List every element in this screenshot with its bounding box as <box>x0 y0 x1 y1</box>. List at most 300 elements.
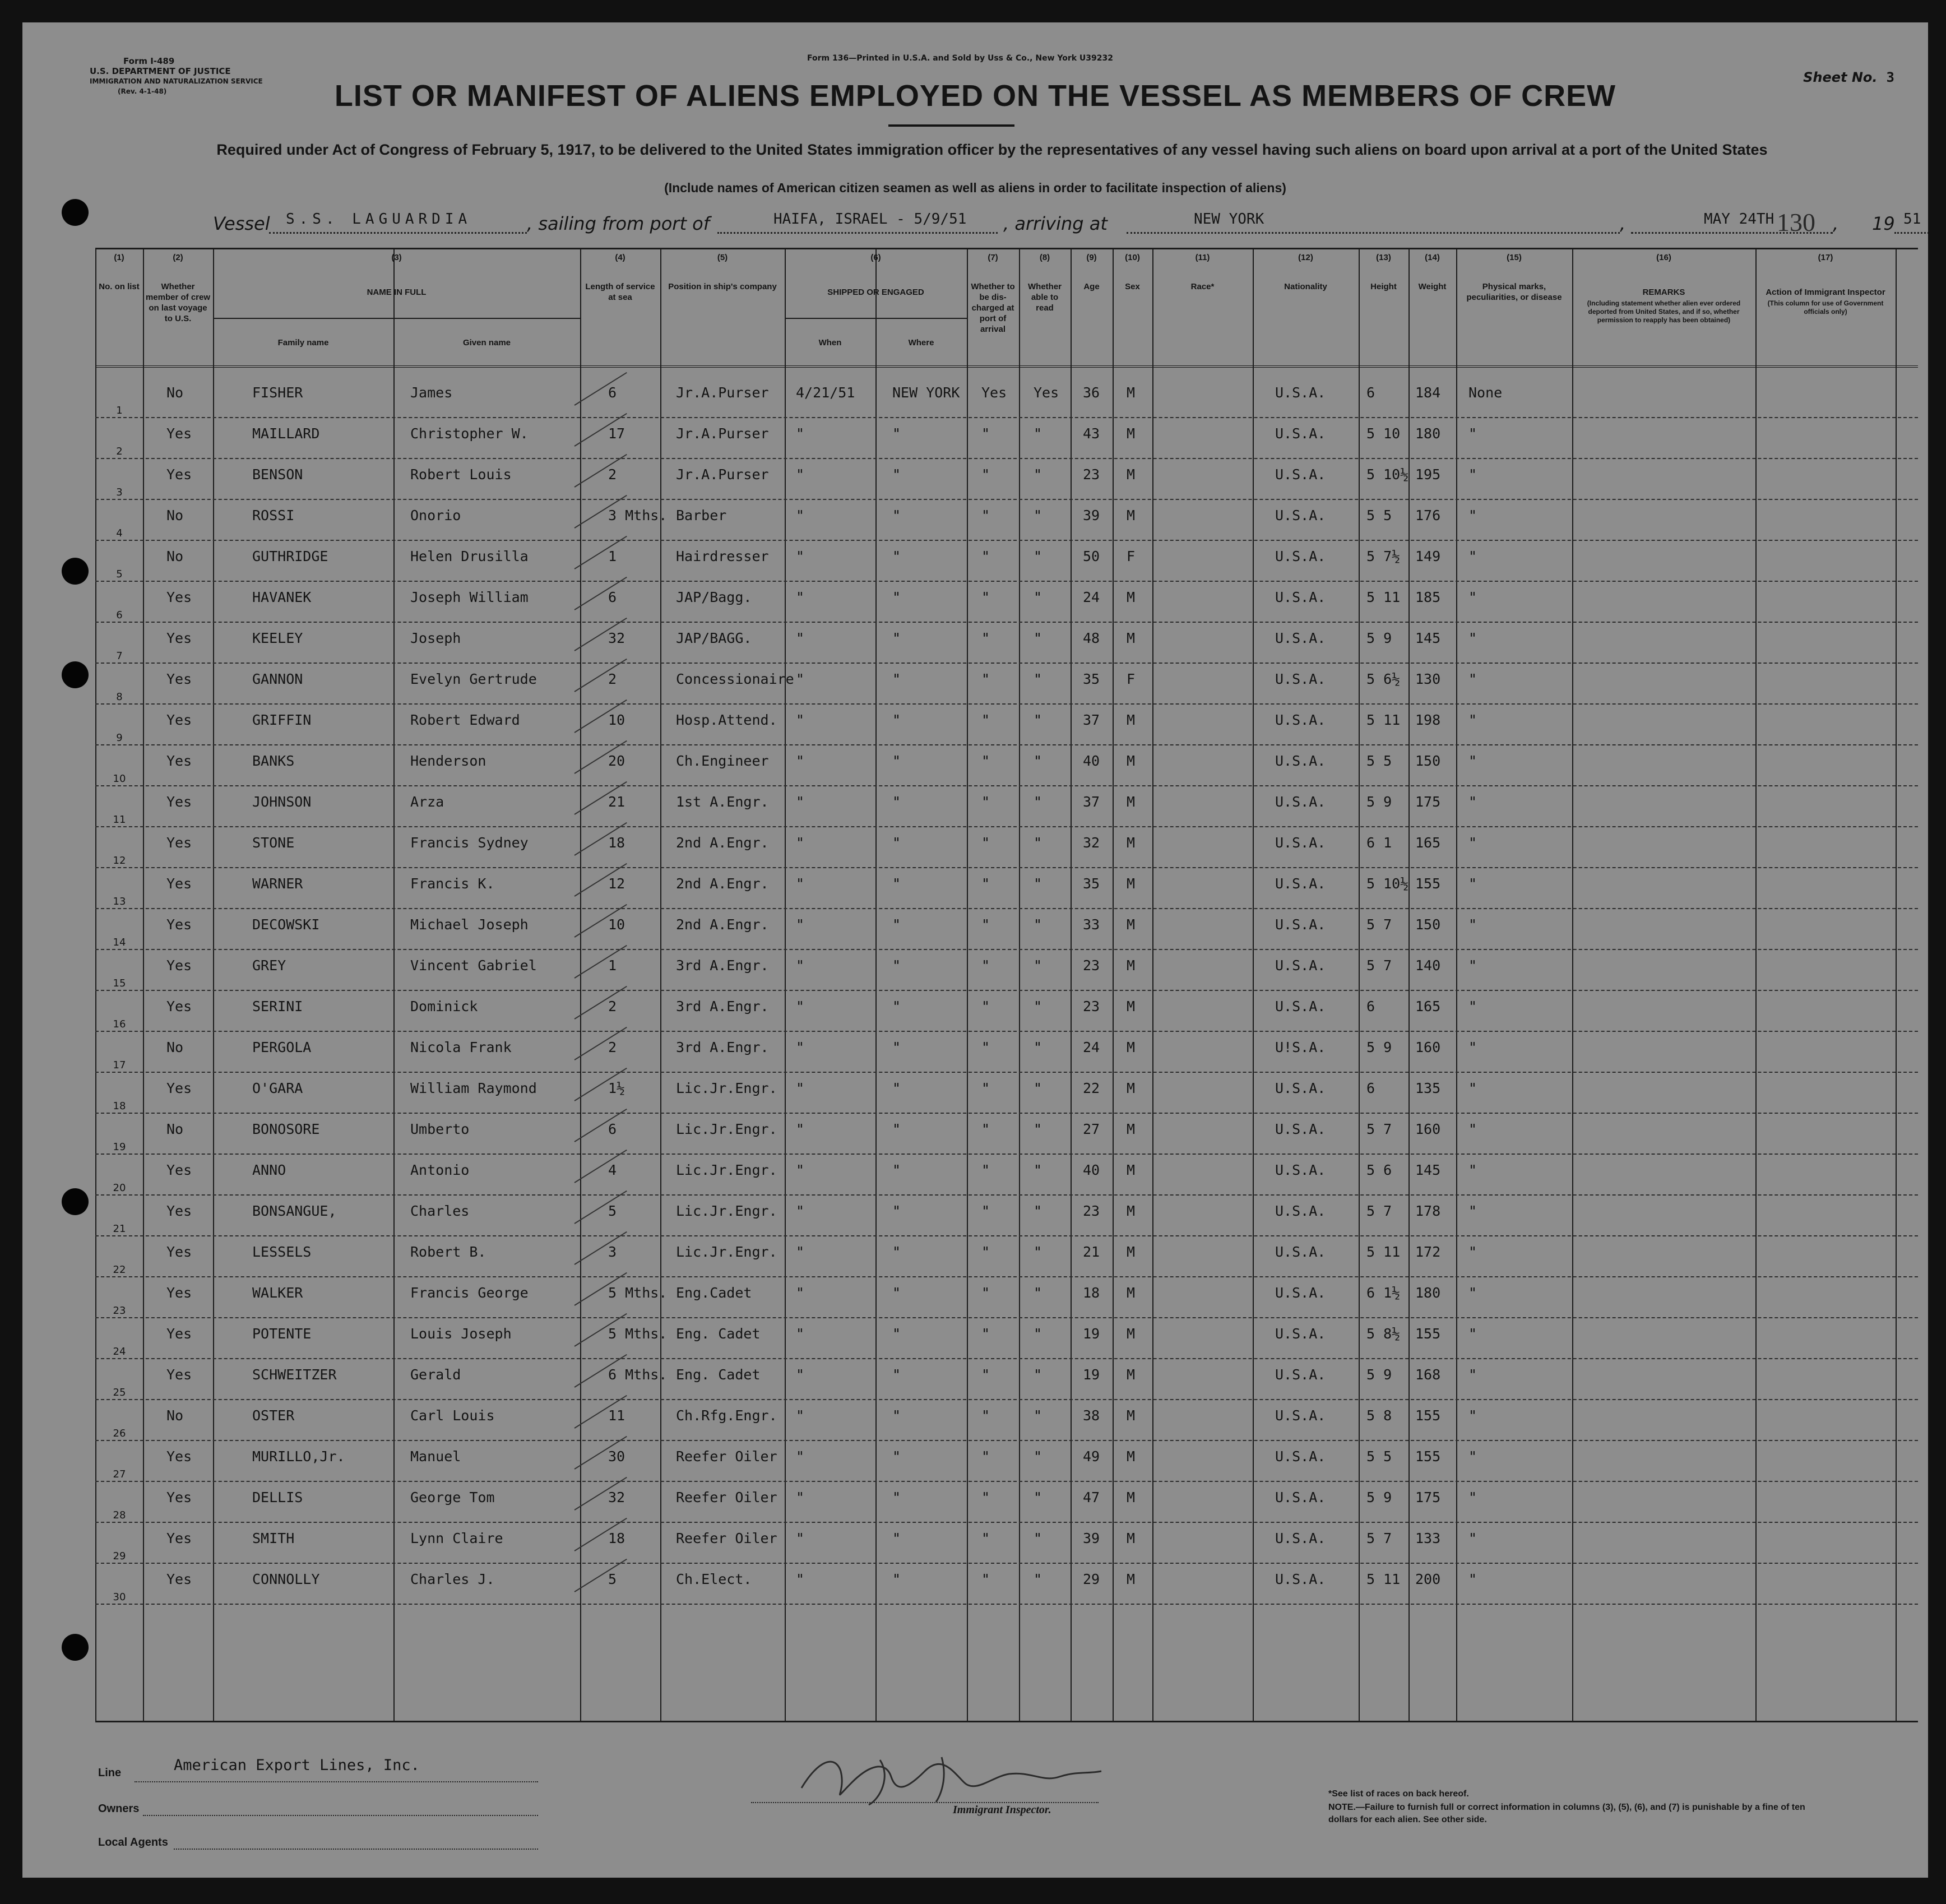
crew-age: 22 <box>1083 1080 1100 1096</box>
row-rule <box>95 908 1918 909</box>
column-number-c15: (15) <box>1507 253 1522 262</box>
crew-length-of-service: 17 <box>608 425 625 442</box>
crew-physical-marks: " <box>1468 998 1477 1014</box>
crew-given-name: Robert Edward <box>410 712 520 728</box>
crew-age: 40 <box>1083 753 1100 769</box>
crew-shipped-when: " <box>796 1326 805 1342</box>
line-label: Line <box>98 1767 122 1779</box>
crew-sex: M <box>1127 630 1136 646</box>
crew-physical-marks: " <box>1468 1326 1477 1342</box>
row-number: 8 <box>116 691 123 703</box>
arriving-label: , arriving at <box>1003 213 1108 234</box>
row-number: 11 <box>113 814 126 826</box>
column-divider <box>143 248 144 1722</box>
inspector-dotline <box>751 1802 1099 1803</box>
column-divider <box>967 248 968 1722</box>
row-number: 19 <box>113 1141 126 1153</box>
crew-position: 3rd A.Engr. <box>676 1039 769 1055</box>
crew-height: 6 <box>1366 1080 1375 1096</box>
crew-weight: 172 <box>1415 1244 1441 1260</box>
row-number: 17 <box>113 1059 126 1071</box>
crew-shipped-when: " <box>796 1366 805 1383</box>
crew-able-to-read: " <box>1034 507 1042 524</box>
crew-height: 5 7 <box>1366 957 1392 974</box>
crew-shipped-where: " <box>892 1039 901 1055</box>
crew-given-name: Charles <box>410 1203 470 1219</box>
crew-age: 50 <box>1083 548 1100 564</box>
crew-shipped-when: " <box>796 1203 805 1219</box>
column-divider <box>1152 248 1153 1722</box>
subheader-where: Where <box>908 338 934 348</box>
row-number: 5 <box>116 568 123 580</box>
row-number: 24 <box>113 1346 126 1358</box>
crew-physical-marks: " <box>1468 1039 1477 1055</box>
crew-shipped-where: " <box>892 1448 901 1465</box>
crew-position: Jr.A.Purser <box>676 384 769 401</box>
crew-prev-voyage: Yes <box>166 916 192 933</box>
crew-weight: 175 <box>1415 1489 1441 1505</box>
crew-physical-marks: " <box>1468 466 1477 483</box>
row-rule <box>95 1358 1918 1359</box>
column-divider <box>1572 248 1573 1722</box>
crew-sex: M <box>1127 916 1136 933</box>
crew-able-to-read: " <box>1034 1039 1042 1055</box>
crew-family-name: WALKER <box>252 1285 303 1301</box>
crew-shipped-when: 4/21/51 <box>796 384 855 401</box>
crew-shipped-when: " <box>796 1407 805 1424</box>
crew-able-to-read: " <box>1034 1285 1042 1301</box>
crew-shipped-where: " <box>892 794 901 810</box>
crew-height: 5 11 <box>1366 712 1401 728</box>
crew-discharged: " <box>981 1448 990 1465</box>
crew-prev-voyage: Yes <box>166 1571 192 1587</box>
crew-age: 24 <box>1083 1039 1100 1055</box>
row-number: 4 <box>116 527 123 539</box>
row-number: 15 <box>113 978 126 989</box>
name-subheader-line <box>213 318 580 319</box>
crew-family-name: SCHWEITZER <box>252 1366 337 1383</box>
crew-sex: M <box>1127 589 1136 605</box>
crew-sex: M <box>1127 1448 1136 1465</box>
row-rule <box>95 663 1918 664</box>
column-number-c10: (10) <box>1125 253 1140 262</box>
crew-shipped-where: " <box>892 1326 901 1342</box>
row-rule <box>95 744 1918 745</box>
crew-height: 5 9 <box>1366 1366 1392 1383</box>
row-number: 23 <box>113 1305 126 1317</box>
crew-position: Lic.Jr.Engr. <box>676 1080 777 1096</box>
crew-family-name: FISHER <box>252 384 303 401</box>
crew-age: 35 <box>1083 875 1100 892</box>
crew-shipped-where: " <box>892 1244 901 1260</box>
row-rule <box>95 1440 1918 1441</box>
crew-physical-marks: " <box>1468 753 1477 769</box>
crew-length-of-service: 20 <box>608 753 625 769</box>
crew-prev-voyage: Yes <box>166 630 192 646</box>
row-number: 10 <box>113 773 126 785</box>
crew-sex: M <box>1127 1326 1136 1342</box>
row-rule <box>95 499 1918 500</box>
column-header-c3: NAME IN FULL <box>367 288 427 297</box>
crew-able-to-read: " <box>1034 1489 1042 1505</box>
crew-height: 5 11 <box>1366 1244 1401 1260</box>
crew-nationality: U.S.A. <box>1275 630 1326 646</box>
column-header-c7: Whether to be dis-charged at port of arrival <box>971 282 1015 334</box>
column-divider <box>875 248 877 1722</box>
crew-weight: 165 <box>1415 998 1441 1014</box>
agents-dotline <box>174 1849 538 1850</box>
crew-position: Lic.Jr.Engr. <box>676 1162 777 1178</box>
crew-shipped-where: " <box>892 1203 901 1219</box>
crew-physical-marks: " <box>1468 1162 1477 1178</box>
crew-nationality: U.S.A. <box>1275 1080 1326 1096</box>
crew-sex: M <box>1127 753 1136 769</box>
crew-discharged: " <box>981 1366 990 1383</box>
requirement-text: Required under Act of Congress of February 5, 1917, to be delivered to the United States immigration officer by the representatives of any vessel having such aliens on board upon arrival at a port of the United States <box>216 141 1768 158</box>
crew-shipped-when: " <box>796 425 805 442</box>
arrival-port: NEW YORK <box>1194 211 1264 228</box>
crew-length-of-service: 32 <box>608 1489 625 1505</box>
crew-able-to-read: " <box>1034 916 1042 933</box>
crew-height: 5 7 <box>1366 1530 1392 1546</box>
crew-age: 36 <box>1083 384 1100 401</box>
column-subheader-c16: (Including statement whether alien ever ordered deported from United States, and if so, whether permission to reapply has been obtained) <box>1587 299 1741 324</box>
crew-discharged: " <box>981 957 990 974</box>
crew-length-of-service: 5 <box>608 1571 617 1587</box>
crew-length-of-service: 3 <box>608 1244 617 1260</box>
crew-position: 2nd A.Engr. <box>676 916 769 933</box>
column-header-c6: SHIPPED OR ENGAGED <box>827 288 924 297</box>
crew-family-name: BENSON <box>252 466 303 483</box>
column-header-c12: Nationality <box>1284 282 1327 291</box>
crew-discharged: " <box>981 712 990 728</box>
crew-position: Lic.Jr.Engr. <box>676 1244 777 1260</box>
crew-nationality: U!S.A. <box>1275 1039 1326 1055</box>
crew-age: 43 <box>1083 425 1100 442</box>
crew-shipped-when: " <box>796 875 805 892</box>
crew-length-of-service: 6 <box>608 589 617 605</box>
crew-weight: 155 <box>1415 875 1441 892</box>
column-header-c2: Whether member of crew on last voyage to U.S. <box>145 282 211 323</box>
voyage-line: Vessel S.S. LAGUARDIA , sailing from port of HAIFA, ISRAEL - 5/9/51 , arriving at NEW YORK , MAY 24TH , 19 51 <box>213 213 1894 241</box>
crew-age: 21 <box>1083 1244 1100 1260</box>
crew-able-to-read: " <box>1034 1162 1042 1178</box>
crew-position: 1st A.Engr. <box>676 794 769 810</box>
crew-height: 5 9 <box>1366 1039 1392 1055</box>
crew-length-of-service: 2 <box>608 998 617 1014</box>
crew-length-of-service: 5 Mths. <box>608 1326 668 1342</box>
crew-nationality: U.S.A. <box>1275 1366 1326 1383</box>
crew-length-of-service: 12 <box>608 875 625 892</box>
crew-discharged: " <box>981 1121 990 1137</box>
crew-family-name: WARNER <box>252 875 303 892</box>
crew-discharged: " <box>981 466 990 483</box>
row-rule <box>95 581 1918 582</box>
crew-physical-marks: " <box>1468 589 1477 605</box>
crew-shipped-where: " <box>892 712 901 728</box>
crew-age: 23 <box>1083 466 1100 483</box>
row-number: 13 <box>113 896 126 907</box>
crew-weight: 135 <box>1415 1080 1441 1096</box>
crew-given-name: Francis George <box>410 1285 529 1301</box>
crew-position: Lic.Jr.Engr. <box>676 1203 777 1219</box>
crew-shipped-when: " <box>796 1244 805 1260</box>
crew-family-name: DECOWSKI <box>252 916 320 933</box>
crew-sex: M <box>1127 957 1136 974</box>
row-rule <box>95 1153 1918 1155</box>
crew-physical-marks: " <box>1468 548 1477 564</box>
crew-physical-marks: " <box>1468 1244 1477 1260</box>
crew-able-to-read: " <box>1034 1080 1042 1096</box>
column-divider <box>785 248 786 1722</box>
row-rule <box>95 417 1918 418</box>
crew-position: Hosp.Attend. <box>676 712 777 728</box>
column-number-c7: (7) <box>988 253 998 262</box>
crew-age: 33 <box>1083 916 1100 933</box>
crew-nationality: U.S.A. <box>1275 998 1326 1014</box>
crew-sex: M <box>1127 794 1136 810</box>
crew-family-name: GANNON <box>252 671 303 687</box>
crew-age: 32 <box>1083 835 1100 851</box>
crew-length-of-service: 18 <box>608 1530 625 1546</box>
crew-physical-marks: " <box>1468 794 1477 810</box>
crew-age: 29 <box>1083 1571 1100 1587</box>
crew-given-name: Robert Louis <box>410 466 512 483</box>
crew-able-to-read: " <box>1034 712 1042 728</box>
crew-nationality: U.S.A. <box>1275 548 1326 564</box>
crew-shipped-where: " <box>892 1489 901 1505</box>
line-dotline <box>135 1781 538 1782</box>
crew-shipped-where: NEW YORK <box>892 384 960 401</box>
crew-given-name: Evelyn Gertrude <box>410 671 537 687</box>
crew-shipped-where: " <box>892 1571 901 1587</box>
crew-length-of-service: 6 Mths. <box>608 1366 668 1383</box>
crew-length-of-service: 4 <box>608 1162 617 1178</box>
crew-family-name: GUTHRIDGE <box>252 548 328 564</box>
crew-height: 5 7 <box>1366 916 1392 933</box>
column-header-c4: Length of service at sea <box>585 282 655 302</box>
crew-able-to-read: " <box>1034 466 1042 483</box>
crew-shipped-when: " <box>796 753 805 769</box>
crew-shipped-where: " <box>892 1530 901 1546</box>
crew-prev-voyage: Yes <box>166 875 192 892</box>
crew-family-name: GREY <box>252 957 286 974</box>
column-divider <box>95 248 96 1722</box>
crew-sex: M <box>1127 1530 1136 1546</box>
crew-shipped-where: " <box>892 630 901 646</box>
crew-position: Concessionaire <box>676 671 794 687</box>
crew-nationality: U.S.A. <box>1275 589 1326 605</box>
crew-sex: M <box>1127 998 1136 1014</box>
crew-shipped-where: " <box>892 1162 901 1178</box>
crew-family-name: ROSSI <box>252 507 295 524</box>
crew-position: 3rd A.Engr. <box>676 998 769 1014</box>
crew-discharged: " <box>981 1080 990 1096</box>
crew-physical-marks: " <box>1468 1285 1477 1301</box>
crew-nationality: U.S.A. <box>1275 1121 1326 1137</box>
crew-shipped-when: " <box>796 998 805 1014</box>
crew-shipped-when: " <box>796 1285 805 1301</box>
crew-prev-voyage: Yes <box>166 1203 192 1219</box>
row-rule <box>95 1399 1918 1400</box>
crew-sex: M <box>1127 1203 1136 1219</box>
crew-shipped-where: " <box>892 466 901 483</box>
year-dotline <box>1894 232 1928 234</box>
owners-label: Owners <box>98 1803 140 1815</box>
crew-prev-voyage: Yes <box>166 425 192 442</box>
crew-position: 2nd A.Engr. <box>676 875 769 892</box>
crew-shipped-where: " <box>892 1285 901 1301</box>
crew-able-to-read: " <box>1034 1448 1042 1465</box>
crew-height: 5 8½ <box>1366 1326 1401 1342</box>
crew-sex: F <box>1127 548 1136 564</box>
crew-position: JAP/BAGG. <box>676 630 752 646</box>
column-header-c9: Age <box>1083 282 1100 291</box>
crew-age: 49 <box>1083 1448 1100 1465</box>
crew-age: 40 <box>1083 1162 1100 1178</box>
crew-discharged: " <box>981 835 990 851</box>
crew-position: Eng. Cadet <box>676 1366 761 1383</box>
crew-given-name: Henderson <box>410 753 486 769</box>
column-divider <box>1755 248 1757 1722</box>
crew-family-name: SERINI <box>252 998 303 1014</box>
crew-sex: F <box>1127 671 1136 687</box>
crew-family-name: STONE <box>252 835 295 851</box>
crew-physical-marks: " <box>1468 1489 1477 1505</box>
column-divider <box>1019 248 1020 1722</box>
crew-age: 39 <box>1083 507 1100 524</box>
crew-given-name: Lynn Claire <box>410 1530 503 1546</box>
crew-height: 5 9 <box>1366 630 1392 646</box>
row-number: 2 <box>116 446 123 457</box>
crew-prev-voyage: Yes <box>166 466 192 483</box>
crew-weight: 155 <box>1415 1448 1441 1465</box>
crew-nationality: U.S.A. <box>1275 1203 1326 1219</box>
crew-shipped-when: " <box>796 916 805 933</box>
crew-shipped-when: " <box>796 671 805 687</box>
row-rule <box>95 1522 1918 1523</box>
crew-age: 37 <box>1083 794 1100 810</box>
column-divider <box>580 248 581 1722</box>
subheader-given: Given name <box>462 338 511 348</box>
crew-age: 48 <box>1083 630 1100 646</box>
crew-discharged: " <box>981 1571 990 1587</box>
row-number: 29 <box>113 1550 126 1562</box>
crew-weight: 150 <box>1415 916 1441 933</box>
crew-nationality: U.S.A. <box>1275 507 1326 524</box>
crew-length-of-service: 21 <box>608 794 625 810</box>
row-number: 9 <box>116 732 123 744</box>
crew-height: 5 9 <box>1366 794 1392 810</box>
column-header-c5: Position in ship's company <box>668 282 777 291</box>
crew-given-name: James <box>410 384 453 401</box>
crew-position: Hairdresser <box>676 548 769 564</box>
sheet-value: 3 <box>1886 70 1894 85</box>
crew-discharged: " <box>981 1489 990 1505</box>
crew-length-of-service: 32 <box>608 630 625 646</box>
crew-able-to-read: " <box>1034 1326 1042 1342</box>
crew-weight: 130 <box>1415 671 1441 687</box>
crew-age: 38 <box>1083 1407 1100 1424</box>
crew-discharged: " <box>981 794 990 810</box>
crew-position: Ch.Rfg.Engr. <box>676 1407 777 1424</box>
row-rule <box>95 1235 1918 1236</box>
row-rule <box>95 867 1918 868</box>
vessel-name: S.S. LAGUARDIA <box>286 211 472 228</box>
crew-given-name: Helen Drusilla <box>410 548 529 564</box>
crew-position: Barber <box>676 507 727 524</box>
crew-nationality: U.S.A. <box>1275 957 1326 974</box>
owners-dotline <box>143 1815 538 1816</box>
crew-discharged: " <box>981 1285 990 1301</box>
crew-prev-voyage: Yes <box>166 1366 192 1383</box>
crew-age: 19 <box>1083 1326 1100 1342</box>
crew-prev-voyage: Yes <box>166 1326 192 1342</box>
crew-shipped-where: " <box>892 548 901 564</box>
crew-given-name: Antonio <box>410 1162 470 1178</box>
vessel-dotline <box>269 232 527 234</box>
row-number: 18 <box>113 1100 126 1112</box>
crew-discharged: " <box>981 1039 990 1055</box>
crew-height: 5 10½ <box>1366 875 1409 892</box>
crew-shipped-when: " <box>796 1571 805 1587</box>
crew-given-name: Onorio <box>410 507 461 524</box>
crew-sex: M <box>1127 835 1136 851</box>
crew-nationality: U.S.A. <box>1275 671 1326 687</box>
crew-weight: 145 <box>1415 630 1441 646</box>
crew-position: Eng.Cadet <box>676 1285 752 1301</box>
crew-height: 5 6 <box>1366 1162 1392 1178</box>
crew-family-name: OSTER <box>252 1407 295 1424</box>
table-bottom-border <box>95 1721 1918 1722</box>
crew-family-name: LESSELS <box>252 1244 312 1260</box>
crew-prev-voyage: Yes <box>166 1489 192 1505</box>
arrival-year: 51 <box>1903 211 1921 228</box>
crew-prev-voyage: No <box>166 384 184 401</box>
crew-nationality: U.S.A. <box>1275 794 1326 810</box>
stamp-number: 130 <box>1777 208 1815 237</box>
crew-discharged: " <box>981 753 990 769</box>
vessel-label: Vessel <box>213 213 270 234</box>
crew-prev-voyage: Yes <box>166 835 192 851</box>
crew-nationality: U.S.A. <box>1275 384 1326 401</box>
printer-line: Form 136—Printed in U.S.A. and Sold by Uss & Co., New York U39232 <box>807 54 1114 63</box>
crew-weight: 150 <box>1415 753 1441 769</box>
column-divider <box>1408 248 1410 1722</box>
crew-shipped-when: " <box>796 548 805 564</box>
crew-shipped-when: " <box>796 712 805 728</box>
crew-nationality: U.S.A. <box>1275 1244 1326 1260</box>
crew-physical-marks: " <box>1468 1530 1477 1546</box>
crew-position: Eng. Cadet <box>676 1326 761 1342</box>
column-number-c17: (17) <box>1818 253 1833 262</box>
arrival-date: MAY 24TH <box>1704 211 1774 228</box>
column-number-c5: (5) <box>717 253 728 262</box>
crew-weight: 175 <box>1415 794 1441 810</box>
penalty-note: NOTE.—Failure to furnish full or correct information in columns (3), (5), (6), and (7) is punishable by a fine of ten dollars for each alien. See other side. <box>1328 1803 1805 1824</box>
crew-shipped-when: " <box>796 835 805 851</box>
crew-family-name: DELLIS <box>252 1489 303 1505</box>
crew-family-name: ANNO <box>252 1162 286 1178</box>
row-rule <box>95 826 1918 827</box>
races-note: *See list of races on back hereof. <box>1328 1789 1469 1799</box>
row-rule <box>95 622 1918 623</box>
crew-sex: M <box>1127 1162 1136 1178</box>
crew-sex: M <box>1127 507 1136 524</box>
row-number: 12 <box>113 855 126 867</box>
crew-given-name: Dominick <box>410 998 478 1014</box>
crew-shipped-where: " <box>892 916 901 933</box>
